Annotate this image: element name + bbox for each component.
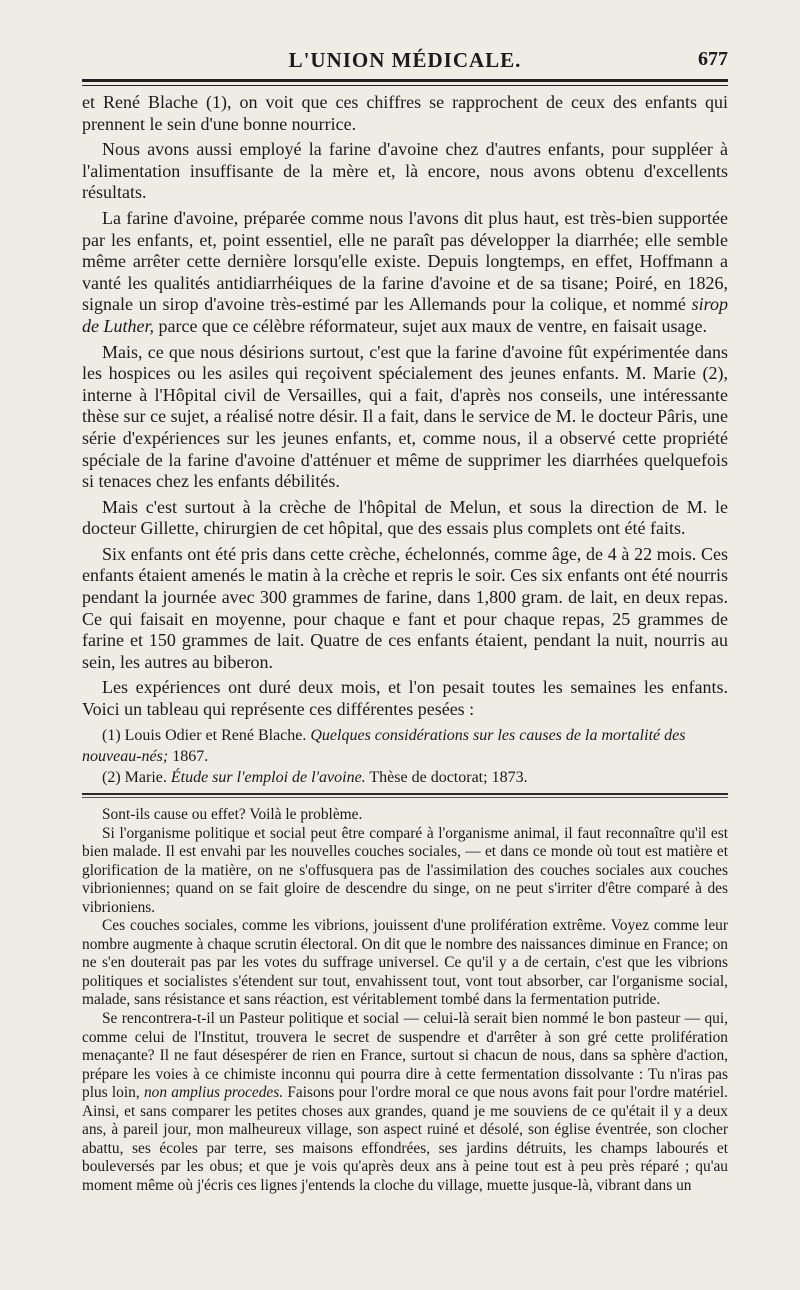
footnote-lead: (1) Louis Odier et René Blache. bbox=[102, 727, 307, 744]
paragraph-text: La farine d'avoine, préparée comme nous l'avons dit plus haut, est très-bien supportée par les enfants, et, point essentiel, elle ne paraît pas développer la diarrhée; elle semble même arrêter cette dernière lorsqu'elle existe. Depuis longtemps, en effet, Hoffmann a vanté les qualités antidiarrhéiques de la farine d'avoine et de sa tisane; Poiré, en 1826, signale un sirop d'avoine très-estimé par les Allemands pour la colique, et nommé bbox=[82, 207, 728, 315]
feuilleton-text bbox=[82, 806, 728, 1195]
paragraph: Nous avons aussi employé la farine d'avoine chez d'autres enfants, pour suppléer à l'alimentation insuffisante de la mère et, là encore, nous avons obtenu d'excellents résultats. bbox=[82, 139, 728, 203]
paragraph: Si l'organisme politique et social peut être comparé à l'organisme animal, il faut reconnaître qu'il est bien malade. Il est envahi par les nouvelles couches sociales, — et dans ce monde où tout est matière et glorification de la matière, on ne s'offusquera pas de l'assimilation des couches sociales aux couches vibrioniennes; quand on se fait gloire de descendre du singe, on ne peut s'irriter d'être comparé à des vibrioniens. bbox=[82, 824, 728, 916]
paragraph: Sont-ils cause ou effet? Voilà le problème. bbox=[102, 806, 363, 823]
footnote-tail: 1867. bbox=[172, 748, 209, 765]
main-text bbox=[82, 92, 728, 725]
footnote-title: Étude sur l'emploi de l'avoine. bbox=[170, 769, 366, 786]
running-header bbox=[82, 48, 728, 76]
paragraph: Mais, ce que nous désirions surtout, c'est que la farine d'avoine fût expérimentée dans les hospices ou les asiles qui reçoivent spécialement des jeunes enfants. M. Marie (2), interne à l'Hôpital civil de Versailles, qui a fait, d'après nos conseils, une intéressante thèse sur ce sujet, a réalisé notre désir. Il a fait, dans le service de M. le docteur Pâris, une série d'expériences sur les jeunes enfants, et, comme nous, il a observé cette propriété spéciale de la farine d'avoine d'atténuer et même de supprimer les diarrhées quelquefois si tenaces chez les enfants débilités. bbox=[82, 341, 728, 492]
paragraph-text: Faisons pour l'ordre moral ce que nous avons fait pour l'ordre matériel. Ainsi, et sans comparer les petites choses aux grandes, quand je me souviens de ce qu'était il y a deux ans, à pareil jour, mon malheureux village, son aspect ruiné et désolé, son église éventrée, son clocher abattu, ses écoles par terre, ses maisons effondrées, ses jardins détruits, les champs labourés et bouleversés par les obus; et que je vois qu'après deux ans à peine tout est à peu près réparé ; qu'au moment même où j'écris ces lignes j'entends la cloche du village, muette jusque-là, vibrant dans un bbox=[82, 1084, 728, 1194]
paragraph-text: Se rencontrera-t-il un Pasteur politique et social — celui-là serait bien nommé le bon pasteur — qui, comme celui de l'Institut, trouvera le secret de suspendre et d'arrêter à son gré cette prolifération menaçante? Il ne faut désespérer de rien en France, surtout si chacun de nous, dans sa sphère d'action, prépare les voies à ce chimiste inconnu qui pourra dire à cette fermentation dissolvante : Tu n'iras pas plus loin, bbox=[82, 1010, 728, 1102]
paragraph: Ces couches sociales, comme les vibrions, jouissent d'une prolifération extrême. Voyez comme leur nombre augmente à chaque scrutin électoral. On dit que le nombre des naissances diminue en France; on ne s'en douterait pas par les votes du suffrage universel. Ce qu'il y a de certain, c'est que les vibrions politiques et socialistes s'étendent sur tout, envahissent tout, vont tout absorber, car l'organisme social, malade, sans résistance et sans réaction, est véritablement tombé dans la fermentation putride. bbox=[82, 917, 728, 1009]
footnotes bbox=[82, 725, 728, 788]
paragraph: Mais c'est surtout à la crèche de l'hôpital de Melun, et sous la direction de M. le docteur Gillette, chirurgien de cet hôpital, que des essais plus complets ont été faits. bbox=[82, 496, 728, 539]
paragraph: et René Blache (1), on voit que ces chiffres se rapprochent de ceux des enfants qui prennent le sein d'une bonne nourrice. bbox=[82, 92, 728, 134]
footnote-lead: (2) Marie. bbox=[102, 769, 167, 786]
footnote bbox=[82, 725, 728, 767]
footnote bbox=[82, 767, 728, 788]
journal-title: L'UNION MÉDICALE. bbox=[288, 48, 522, 72]
paragraph: Six enfants ont été pris dans cette crèche, échelonnés, comme âge, de 4 à 22 mois. Ces enfants étaient amenés le matin à la crèche et repris le soir. Ces six enfants ont été nourris pendant la journée avec 300 grammes de farine, dans 1,800 gram. de lait, en deux repas. Ce qui faisait en moyenne, pour chaque e fant et pour chaque repas, 25 grammes de farine et 150 grammes de lait. Quatre de ces enfants étaient, pendant la nuit, nourris au sein, les autres au biberon. bbox=[82, 543, 728, 672]
page-number: 677 bbox=[698, 48, 728, 70]
paragraph bbox=[82, 208, 728, 338]
italic-latin-phrase: non amplius procedes. bbox=[143, 1084, 284, 1102]
feuilleton-rule-thick bbox=[82, 793, 728, 795]
header-rule-thick bbox=[82, 79, 728, 82]
paragraph: Les expériences ont duré deux mois, et l'on pesait toutes les semaines les enfants. Voici un tableau qui représente ces différentes pesées : bbox=[82, 677, 728, 720]
footnote-title: Quelques considérations sur les causes de la mortalité des nouveau-nés; bbox=[82, 727, 686, 765]
paragraph-text: parce que ce célèbre réformateur, sujet aux maux de ventre, en faisait usage. bbox=[158, 315, 707, 336]
header-rule-thin bbox=[82, 85, 728, 86]
feuilleton-rule-thin bbox=[82, 797, 728, 798]
italic-term: sirop de Luther, bbox=[82, 294, 728, 336]
footnote-tail: Thèse de doctorat; 1873. bbox=[369, 769, 528, 786]
paragraph bbox=[82, 1010, 728, 1195]
